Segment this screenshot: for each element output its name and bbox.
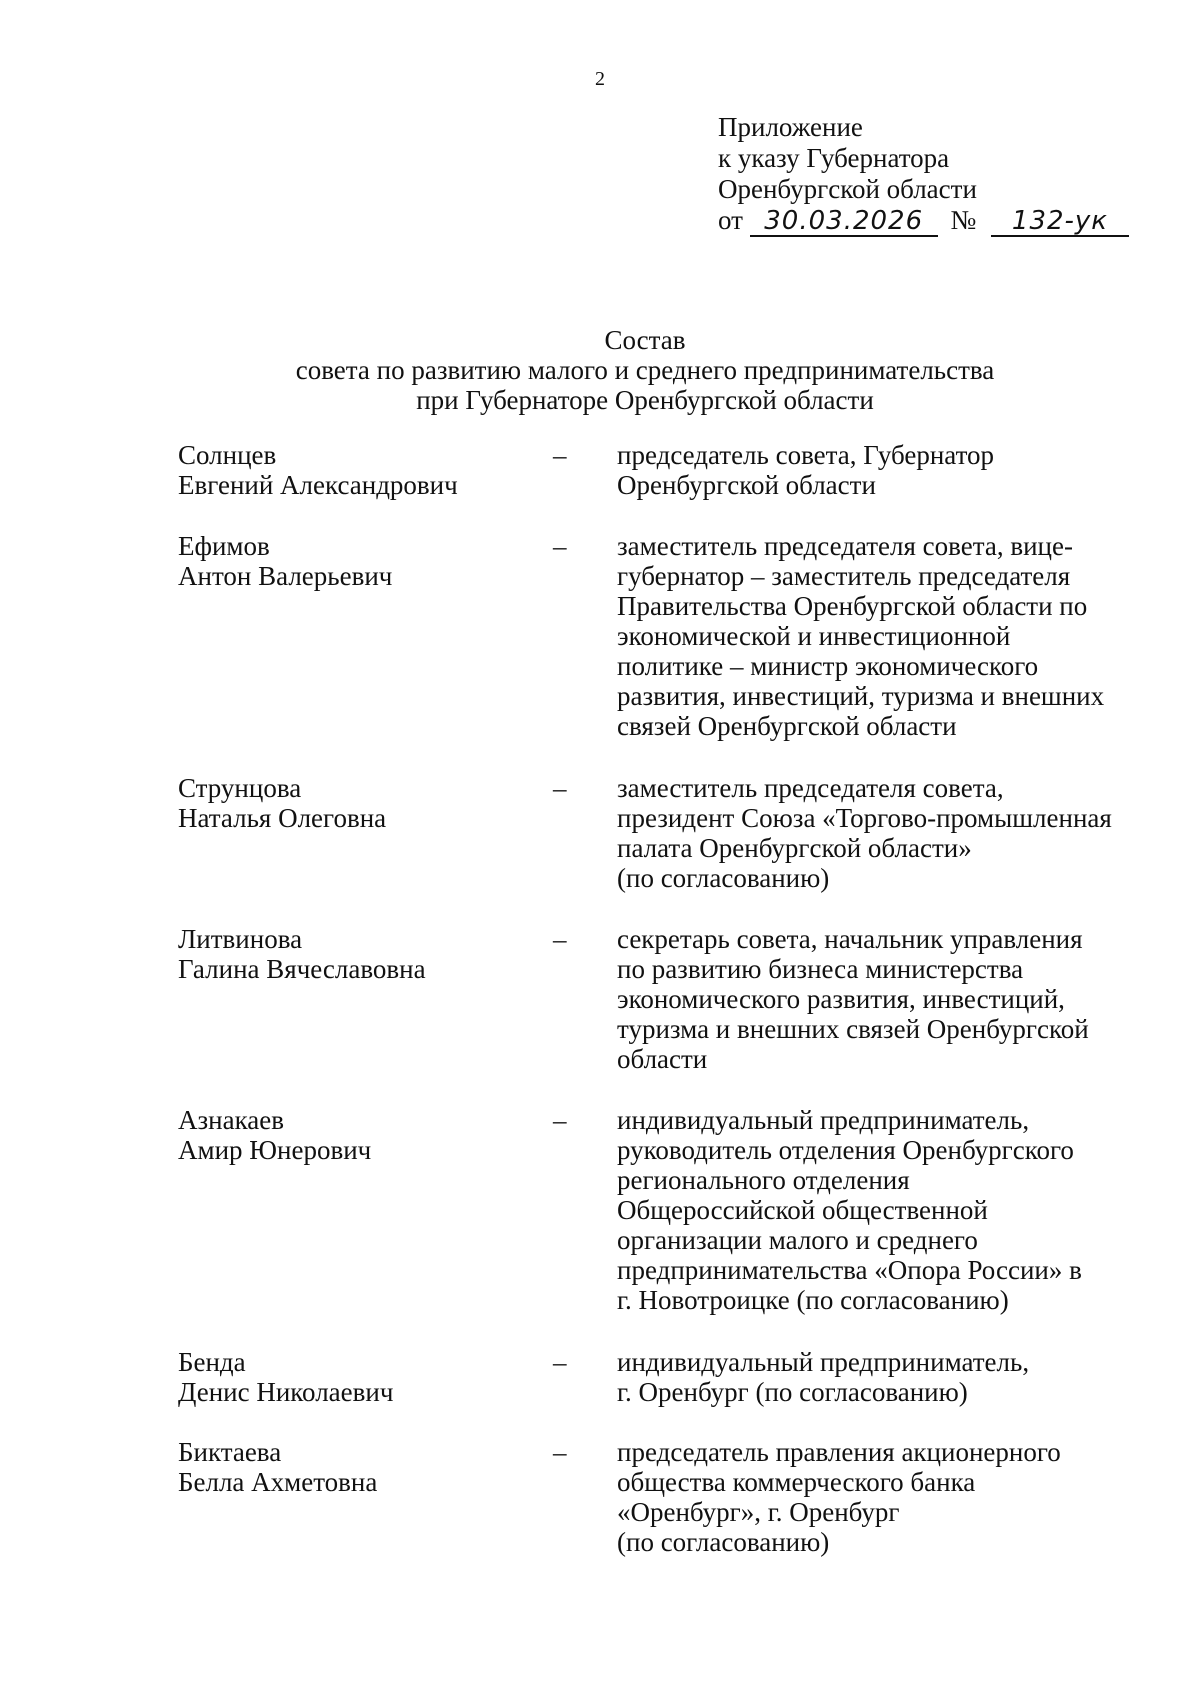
from-label: от — [718, 205, 743, 235]
role-line: регионального отделения — [617, 1165, 910, 1195]
member-name — [178, 440, 538, 500]
member-given-names: Антон Валерьевич — [178, 561, 393, 591]
document-title — [0, 325, 1200, 415]
member-surname: Биктаева — [178, 1437, 282, 1467]
member-dash: – — [553, 924, 567, 954]
handwritten-date: 30.03.2026 — [750, 207, 938, 237]
role-line: политике – министр экономического — [617, 651, 1039, 681]
member-dash: – — [553, 1105, 567, 1135]
role-line: «Оренбург», г. Оренбург — [617, 1497, 900, 1527]
member-name — [178, 1105, 538, 1165]
member-given-names: Галина Вячеславовна — [178, 954, 426, 984]
member-name — [178, 1347, 538, 1407]
page-number: 2 — [595, 68, 605, 90]
member-given-names: Белла Ахметовна — [178, 1467, 378, 1497]
member-surname: Ефимов — [178, 531, 270, 561]
appendix-date-number-row — [718, 205, 1129, 237]
member-given-names: Амир Юнерович — [178, 1135, 372, 1165]
role-line: развития, инвестиций, туризма и внешних — [617, 681, 1105, 711]
member-given-names: Евгений Александрович — [178, 470, 458, 500]
member-given-names: Наталья Олеговна — [178, 803, 387, 833]
handwritten-number: 132-ук — [991, 207, 1129, 237]
role-line: Общероссийской общественной — [617, 1195, 988, 1225]
number-sign: № — [950, 205, 977, 235]
role-line: Оренбургской области — [617, 470, 876, 500]
member-dash: – — [553, 773, 567, 803]
member-role — [617, 1347, 1177, 1407]
role-line: председатель правления акционерного — [617, 1437, 1061, 1467]
member-role — [617, 1105, 1177, 1315]
title-line-2: совета по развитию малого и среднего предпринимательства — [295, 355, 995, 385]
appendix-line-3: Оренбургской области — [718, 174, 977, 204]
role-line: председатель совета, Губернатор — [617, 440, 995, 470]
title-line-1: Состав — [604, 325, 686, 355]
member-role — [617, 1437, 1177, 1557]
member-name — [178, 531, 538, 591]
role-line: секретарь совета, начальник управления — [617, 924, 1083, 954]
appendix-block — [718, 112, 1129, 237]
role-line: индивидуальный предприниматель, — [617, 1105, 1030, 1135]
role-line: связей Оренбургской области — [617, 711, 957, 741]
appendix-line-1: Приложение — [718, 112, 863, 142]
member-dash: – — [553, 440, 567, 470]
member-role — [617, 531, 1177, 741]
role-line: предпринимательства «Опора России» в — [617, 1255, 1082, 1285]
member-dash: – — [553, 1437, 567, 1467]
role-line: Правительства Оренбургской области по — [617, 591, 1088, 621]
role-line: экономической и инвестиционной — [617, 621, 1011, 651]
role-line: палата Оренбургской области» — [617, 833, 972, 863]
member-dash: – — [553, 1347, 567, 1377]
member-dash: – — [553, 531, 567, 561]
title-line-3: при Губернаторе Оренбургской области — [416, 385, 874, 415]
member-surname: Азнакаев — [178, 1105, 285, 1135]
role-line: заместитель председателя совета, вице- — [617, 531, 1073, 561]
member-role — [617, 773, 1177, 893]
role-line: общества коммерческого банка — [617, 1467, 976, 1497]
member-name — [178, 1437, 538, 1497]
member-name — [178, 773, 538, 833]
role-line: туризма и внешних связей Оренбургской — [617, 1014, 1089, 1044]
role-line: (по согласованию) — [617, 1527, 830, 1557]
role-line: г. Новотроицке (по согласованию) — [617, 1285, 1009, 1315]
member-name — [178, 924, 538, 984]
role-line: губернатор – заместитель председателя — [617, 561, 1071, 591]
member-role — [617, 924, 1177, 1074]
role-line: организации малого и среднего — [617, 1225, 978, 1255]
role-line: индивидуальный предприниматель, — [617, 1347, 1030, 1377]
role-line: экономического развития, инвестиций, — [617, 984, 1065, 1014]
member-surname: Солнцев — [178, 440, 277, 470]
member-surname: Бенда — [178, 1347, 246, 1377]
role-line: (по согласованию) — [617, 863, 830, 893]
member-surname: Литвинова — [178, 924, 303, 954]
role-line: по развитию бизнеса министерства — [617, 954, 1024, 984]
member-given-names: Денис Николаевич — [178, 1377, 394, 1407]
role-line: руководитель отделения Оренбургского — [617, 1135, 1074, 1165]
role-line: области — [617, 1044, 708, 1074]
appendix-line-2: к указу Губернатора — [718, 143, 950, 173]
role-line: г. Оренбург (по согласованию) — [617, 1377, 968, 1407]
member-role — [617, 440, 1177, 500]
member-surname: Струнцова — [178, 773, 302, 803]
role-line: заместитель председателя совета, — [617, 773, 1004, 803]
role-line: президент Союза «Торгово-промышленная — [617, 803, 1112, 833]
